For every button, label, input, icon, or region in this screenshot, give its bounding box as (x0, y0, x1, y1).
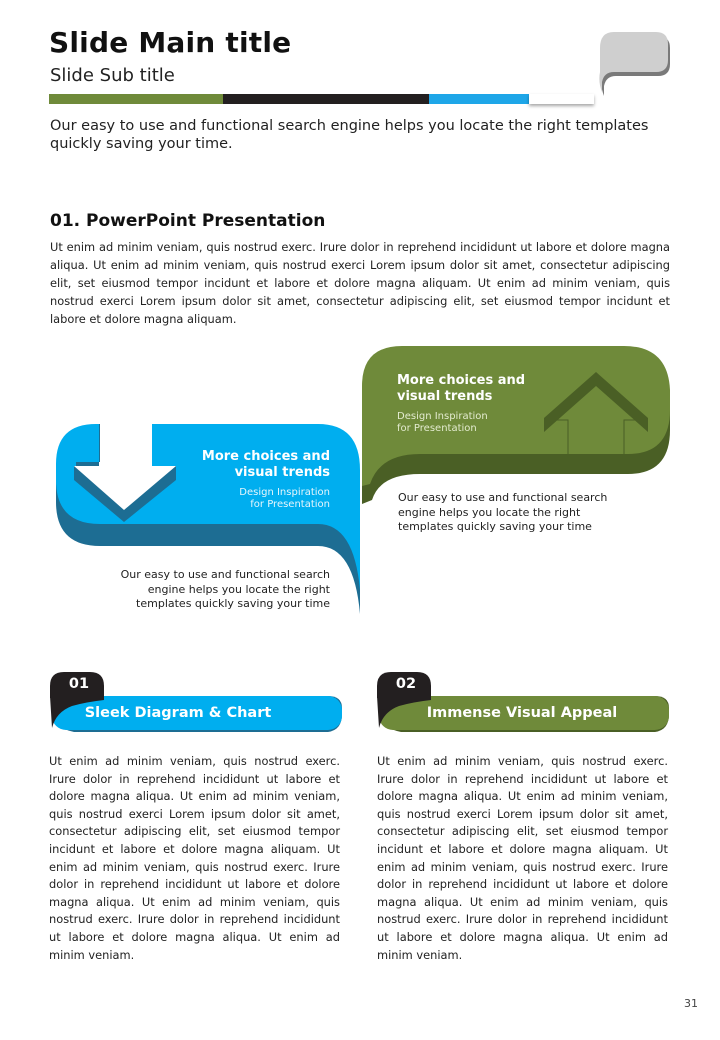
green-bubble-text (397, 373, 567, 435)
section-title: 01. PowerPoint Presentation (50, 211, 326, 231)
green-bubble-sub-1: Design Inspiration (397, 411, 488, 422)
blue-bubble-title-1: More choices and (201, 449, 330, 464)
item-01-body: Ut enim ad minim veniam, quis nostrud exerc. Irure dolor in reprehend incididunt ut labore et dolore magna aliqua. Ut enim ad minim veniam, quis nostrud exerci Lorem ipsum dolor sit amet, consectetur adipiscing elit, set eiusmod tempor incidunt et labore et dolore magna aliquam. Ut enim ad minim veniam, quis nostrud exerc. Irure dolor in reprehend incididunt ut labore et dolore magna aliqua. Ut enim ad minim veniam, quis nostrud exerc. Irure dolor in reprehend incididunt ut labore et dolore magna aliqua. Ut enim ad minim veniam. (49, 754, 340, 962)
item-02-label: Immense Visual Appeal (426, 705, 618, 721)
page-subtitle: Slide Sub title (50, 65, 175, 86)
speech-bubble-icon (596, 26, 676, 98)
blue-note-line-2: engine helps you locate the right (147, 582, 330, 596)
blue-note-line-3: templates quickly saving your time (136, 597, 330, 610)
green-bubble-title-2: visual trends (397, 389, 493, 404)
green-note (398, 491, 628, 535)
intro-text: Our easy to use and functional search engine helps you locate the right templates quickly saving your time. (50, 118, 649, 152)
item-02-number: 02 (395, 676, 417, 692)
blue-bubble-title-2: visual trends (234, 465, 330, 480)
green-note-line-3: templates quickly saving your time (398, 520, 592, 533)
green-bubble-sub-2: for Presentation (397, 423, 477, 434)
item-01-number: 01 (68, 676, 90, 692)
blue-bubble-text (180, 449, 330, 511)
color-bar-green (49, 94, 223, 104)
section-body: Ut enim ad minim veniam, quis nostrud exerc. Irure dolor in reprehend incididunt ut labore et dolore magna aliqua. Ut enim ad minim veniam, quis nostrud exerci Lorem ipsum dolor sit amet, consectetur adipiscing elit, set eiusmod tempor incidunt et labore et dolore magna aliquam. Ut enim ad minim veniam, quis nostrud exerci Lorem ipsum dolor sit amet, consectetur adipiscing elit, set eiusmod tempor incidunt et labore et dolore magna aliquam. (50, 240, 670, 326)
green-note-line-1: Our easy to use and functional search (398, 491, 608, 504)
blue-note-line-1: Our easy to use and functional search (120, 568, 330, 581)
item-02-body: Ut enim ad minim veniam, quis nostrud exerc. Irure dolor in reprehend incididunt ut labore et dolore magna aliqua. Ut enim ad minim veniam, quis nostrud exerci Lorem ipsum dolor sit amet, consectetur adipiscing elit, set eiusmod tempor incidunt et labore et dolore magna aliquam. Ut enim ad minim veniam, quis nostrud exerc. Irure dolor in reprehend incididunt ut labore et dolore magna aliqua. Ut enim ad minim veniam, quis nostrud exerc. Irure dolor in reprehend incididunt ut labore et dolore magna aliqua. Ut enim ad minim veniam. (377, 754, 668, 962)
color-bar-white (529, 94, 594, 104)
blue-bubble-sub-1: Design Inspiration (239, 487, 330, 498)
item-01-label: Sleek Diagram & Chart (84, 705, 272, 721)
color-bar-dark (223, 94, 429, 104)
green-bubble-title-1: More choices and (397, 373, 526, 388)
color-bar (49, 94, 594, 104)
blue-note (100, 568, 330, 612)
green-note-line-2: engine helps you locate the right (398, 505, 581, 519)
color-bar-blue (429, 94, 529, 104)
page-title: Slide Main title (49, 26, 292, 59)
page-number: 31 (684, 997, 698, 1010)
blue-bubble-sub-2: for Presentation (250, 499, 330, 510)
